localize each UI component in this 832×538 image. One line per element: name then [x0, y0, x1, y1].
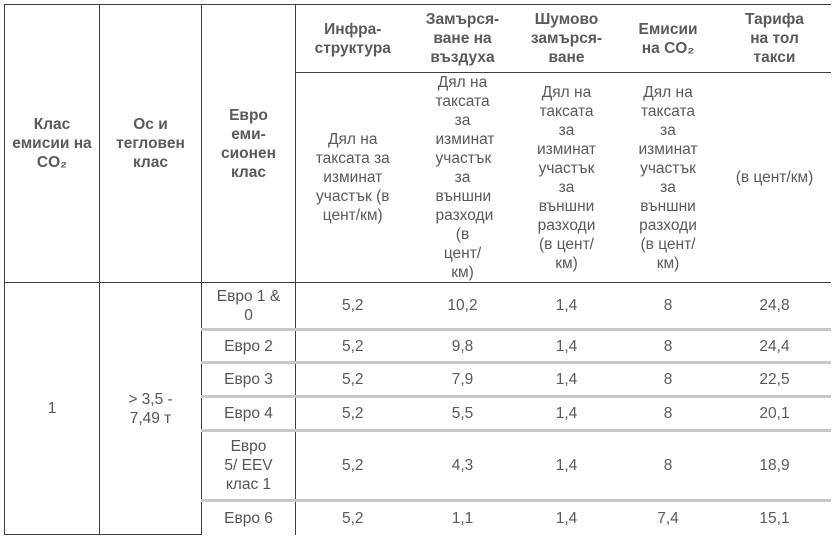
header-axle-class — [100, 5, 202, 283]
noise-value: 1,4 — [555, 337, 578, 355]
euro-class-cell — [202, 501, 296, 535]
toll-cell — [719, 283, 831, 330]
infra-cell — [296, 283, 410, 330]
co2-value: 8 — [663, 297, 673, 314]
subheader-infrastructure — [296, 73, 410, 283]
table-row — [5, 283, 831, 330]
header-euro-class-label: Евро еми-сионен клас — [221, 106, 276, 181]
euro-class-cell — [202, 283, 296, 330]
noise-cell — [516, 397, 618, 431]
header-co2-class — [5, 5, 100, 283]
header-co2-emissions-label: Емисии на CO₂ — [638, 20, 698, 57]
header-air-pollution-label: Замърся-ване на въздуха — [425, 11, 500, 66]
axle-weight-cell — [100, 283, 202, 535]
subheader-co2-emissions — [618, 73, 719, 283]
air-cell — [410, 501, 516, 535]
header-co2-emissions — [618, 5, 719, 73]
infra-value: 5,2 — [341, 457, 364, 474]
toll-cell — [719, 397, 831, 431]
toll-value: 24,8 — [759, 297, 790, 314]
euro-class-value: Евро 4 — [224, 405, 273, 422]
euro-class-cell — [202, 397, 296, 431]
infra-cell — [296, 431, 410, 501]
toll-value: 22,5 — [759, 371, 790, 388]
header-infrastructure — [296, 5, 410, 73]
subheader-air-pollution-text: Дял на таксата за изминат участък за външни разходи (в цент/км) — [435, 74, 495, 281]
air-cell — [410, 363, 516, 397]
infra-cell — [296, 501, 410, 535]
noise-cell — [516, 330, 618, 363]
toll-value: 15,1 — [759, 509, 790, 527]
header-toll-rate — [719, 5, 831, 73]
air-value: 7,9 — [451, 371, 474, 388]
co2-value: 8 — [663, 371, 673, 388]
noise-value: 1,4 — [555, 297, 578, 314]
co2-cell — [618, 363, 719, 397]
noise-cell — [516, 363, 618, 397]
euro-class-value: Евро 2 — [224, 337, 273, 355]
infra-cell — [296, 363, 410, 397]
infra-cell — [296, 330, 410, 363]
noise-cell — [516, 501, 618, 535]
toll-cell — [719, 363, 831, 397]
co2-cell — [618, 397, 719, 431]
co2-cell — [618, 283, 719, 330]
infra-value: 5,2 — [341, 371, 364, 388]
infra-value: 5,2 — [341, 337, 364, 355]
subheader-toll-rate-text: (в цент/км) — [735, 169, 814, 186]
co2-value: 8 — [663, 337, 673, 355]
air-cell — [410, 283, 516, 330]
toll-value: 20,1 — [759, 405, 790, 422]
air-value: 4,3 — [451, 457, 474, 474]
subheader-noise-pollution-text: Дял на таксата за изминат участък за външни разходи (в цент/км) — [536, 83, 597, 272]
air-value: 9,8 — [451, 337, 474, 355]
subheader-co2-emissions-text: Дял на таксата за изминат участък за външни разходи (в цент/км) — [638, 83, 698, 272]
header-toll-rate-label: Тарифа на тол такси — [745, 11, 804, 66]
euro-class-cell — [202, 431, 296, 501]
toll-cell — [719, 330, 831, 363]
euro-class-value: Евро 6 — [224, 509, 273, 527]
euro-class-value: Евро 5/ EEV клас 1 — [224, 438, 273, 493]
subheader-infrastructure-text: Дял на таксата за изминат участък (в цент/км) — [315, 131, 390, 224]
infra-value: 5,2 — [341, 509, 364, 527]
axle-weight-value: > 3,5 - 7,49 т — [128, 390, 173, 427]
header-co2-class-label: Клас емисии на CO₂ — [12, 116, 92, 171]
noise-value: 1,4 — [555, 509, 578, 527]
toll-value: 18,9 — [759, 457, 790, 474]
air-value: 10,2 — [447, 297, 478, 314]
toll-cell — [719, 501, 831, 535]
header-axle-class-label: Ос и тегловен клас — [116, 116, 185, 171]
noise-value: 1,4 — [555, 371, 578, 388]
header-infrastructure-label: Инфра-структура — [314, 20, 391, 57]
co2-value: 8 — [663, 457, 673, 474]
co2-class-cell — [5, 283, 100, 535]
toll-cell — [719, 431, 831, 501]
co2-value: 8 — [663, 405, 673, 422]
co2-value: 7,4 — [657, 509, 679, 527]
header-euro-class — [202, 5, 296, 283]
noise-value: 1,4 — [555, 457, 578, 474]
euro-class-value: Евро 1 & 0 — [216, 287, 281, 324]
subheader-toll-rate — [719, 73, 831, 283]
infra-value: 5,2 — [341, 297, 364, 314]
euro-class-value: Евро 3 — [224, 371, 273, 388]
euro-class-cell — [202, 363, 296, 397]
co2-cell — [618, 330, 719, 363]
subheader-air-pollution — [410, 73, 516, 283]
co2-class-value: 1 — [47, 400, 57, 417]
air-cell — [410, 431, 516, 501]
air-cell — [410, 397, 516, 431]
noise-cell — [516, 431, 618, 501]
toll-value: 24,4 — [759, 337, 790, 355]
infra-value: 5,2 — [341, 405, 364, 422]
air-value: 5,5 — [451, 405, 474, 422]
subheader-noise-pollution — [516, 73, 618, 283]
infra-cell — [296, 397, 410, 431]
co2-cell — [618, 431, 719, 501]
noise-cell — [516, 283, 618, 330]
header-noise-pollution-label: Шумово замърся-ване — [530, 11, 603, 66]
euro-class-cell — [202, 330, 296, 363]
co2-cell — [618, 501, 719, 535]
air-value: 1,1 — [451, 509, 474, 527]
header-noise-pollution — [516, 5, 618, 73]
air-cell — [410, 330, 516, 363]
header-air-pollution — [410, 5, 516, 73]
toll-tariff-table — [4, 4, 831, 535]
noise-value: 1,4 — [555, 405, 578, 422]
